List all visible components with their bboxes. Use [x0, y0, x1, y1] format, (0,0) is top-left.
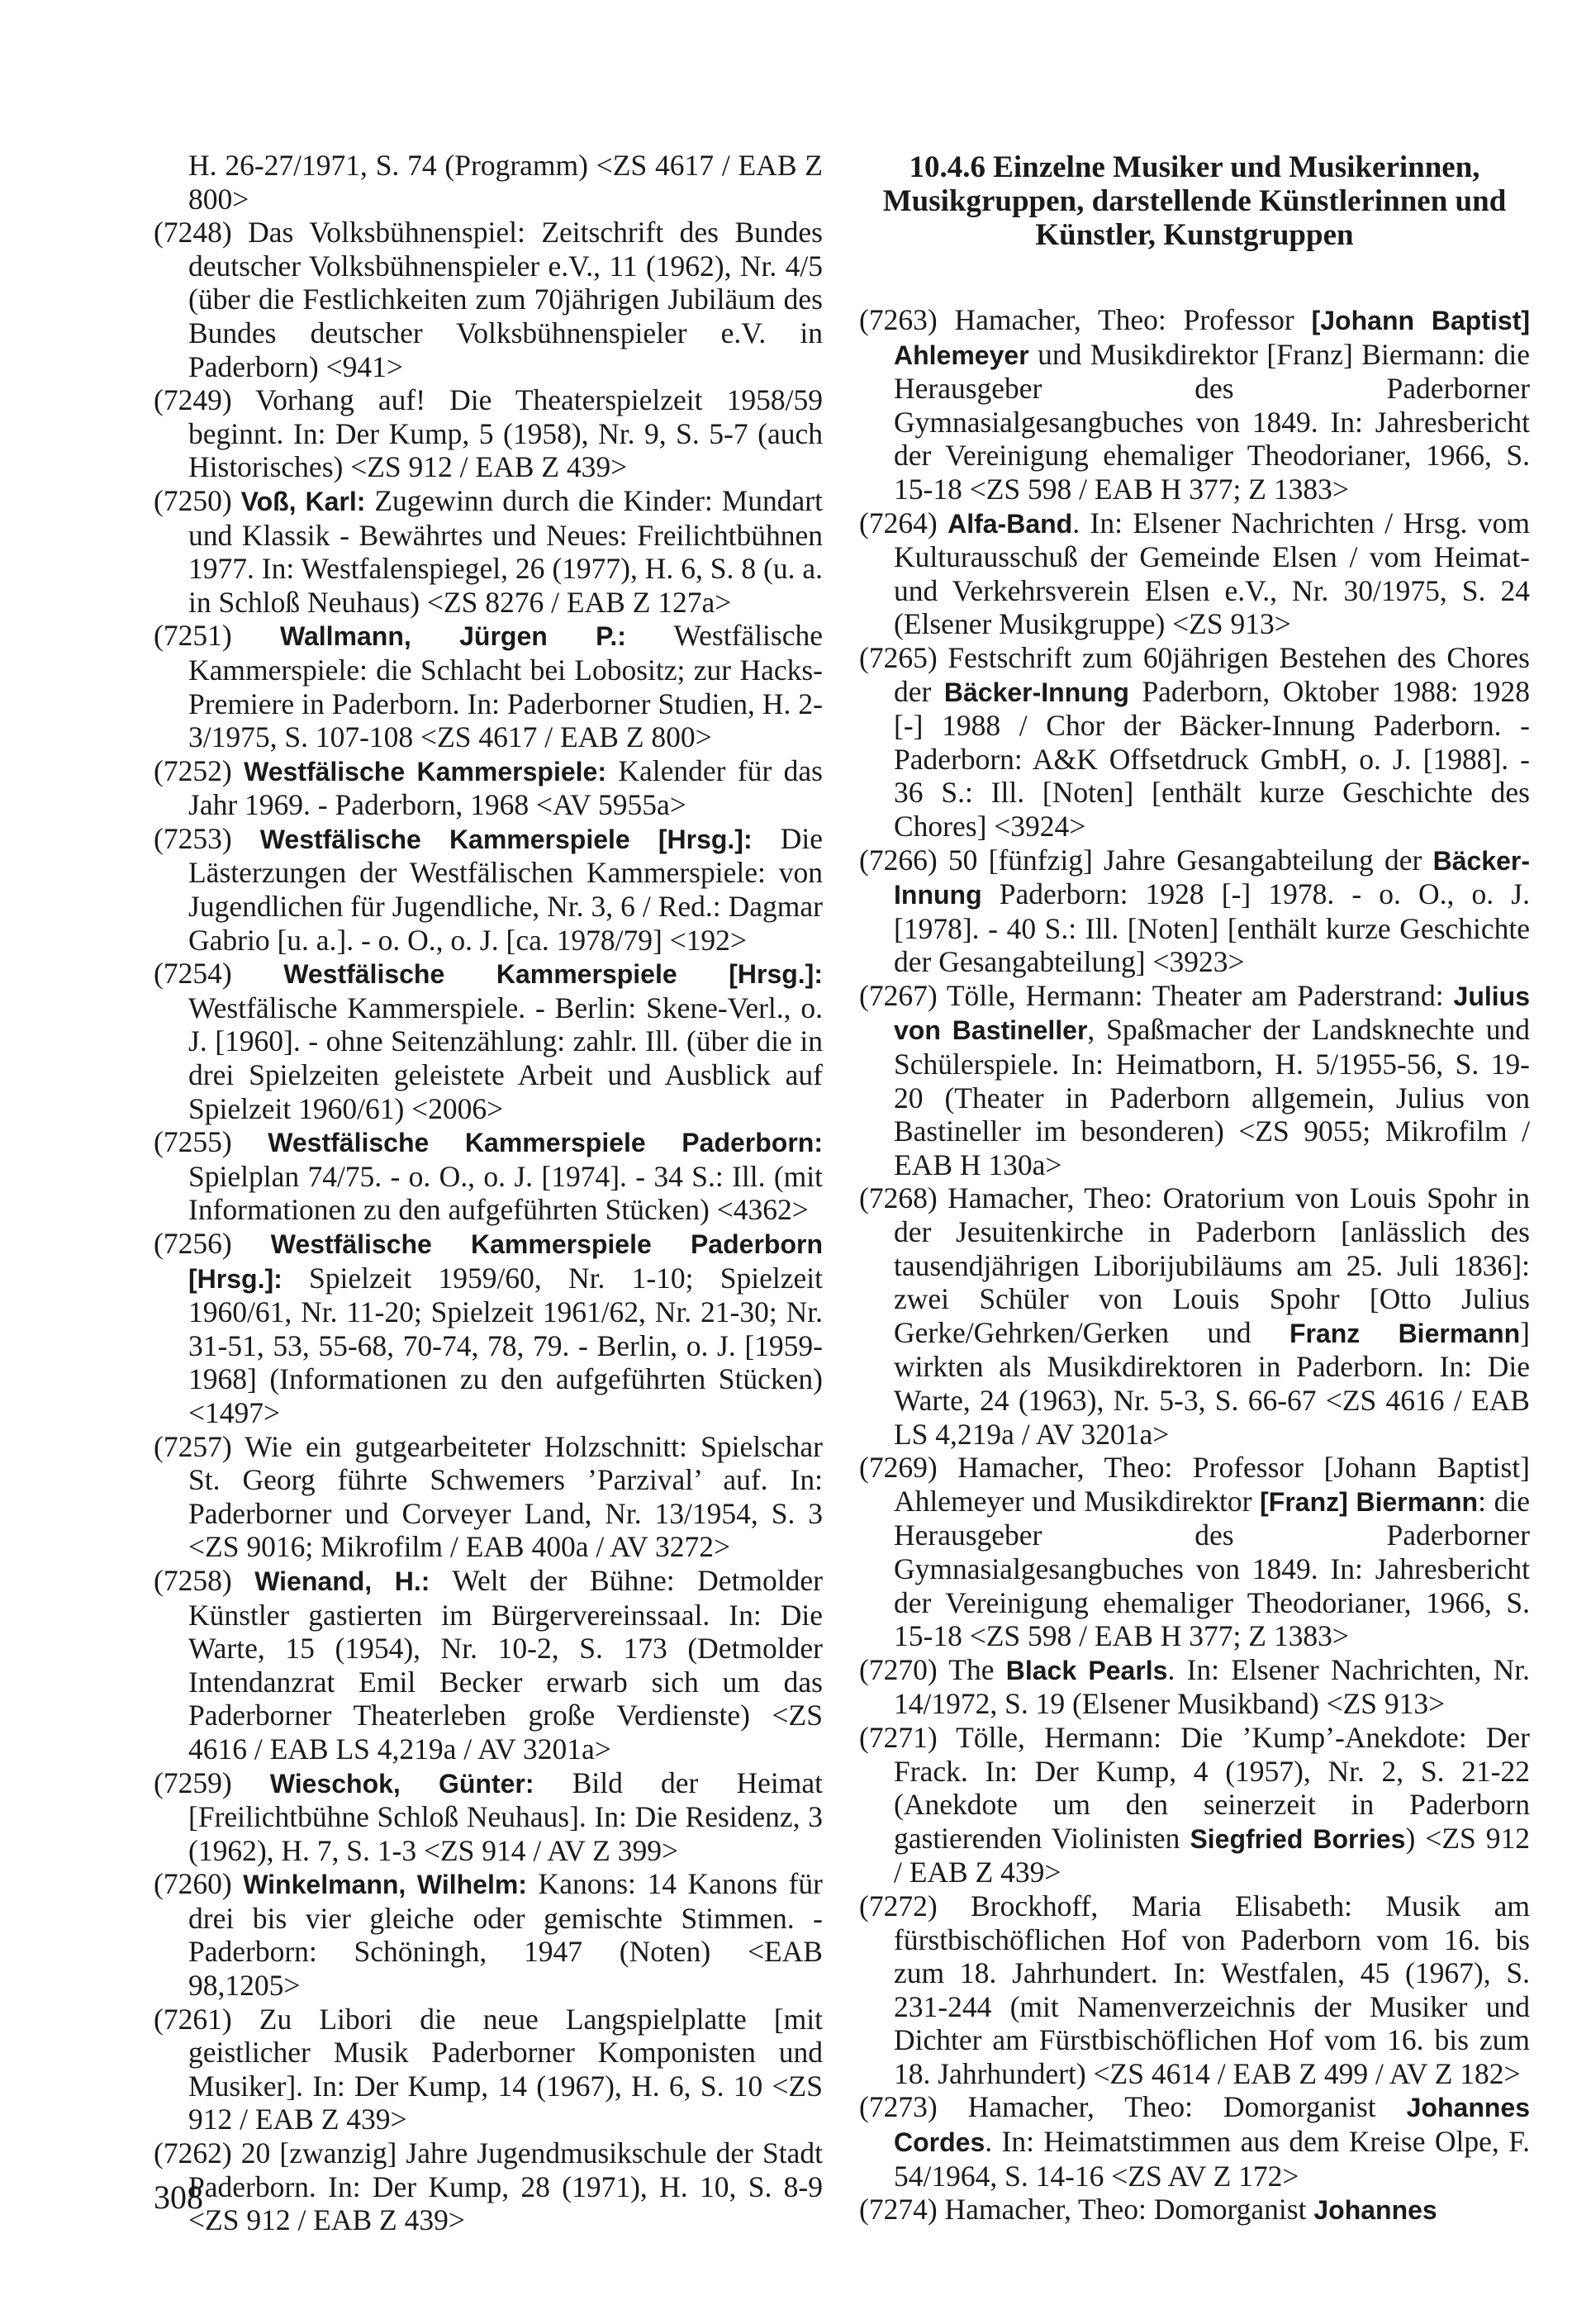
entry-text: (7269) Hamacher, Theo: Professor [Johann Baptist] Ahlemeyer und Musikdirektor [859, 1451, 1530, 1518]
entry-keyword: Voß, Karl: [240, 486, 366, 516]
entry-keyword: Wieschok, Günter: [269, 1768, 534, 1799]
entry-text: Kanons: 14 Kanons für drei bis vier gleiche oder gemischte Stimmen. - Paderborn: Schöningh, 1947 (Noten) <EAB 98,1205> [188, 1867, 823, 2003]
entry-text: Welt der Bühne: Detmolder Künstler gastierten im Bürgervereinssaal. In: Die Warte, 15 (1954), Nr. 10-2, S. 173 (Detmolder Intendanzrat Emil Becker erwarb sich um das Paderborner Theaterleben große Verdienste) <ZS 4616 / EAB LS 4,219a / AV 3201a> [188, 1563, 823, 1766]
section-heading: 10.4.6 Einzelne Musiker und Musikerinnen, Musikgruppen, darstellende Künstlerinnen und Künstler, Kunstgruppen [882, 150, 1507, 252]
entry-text: H. 26-27/1971, S. 74 (Programm) <ZS 4617 / EAB Z 800> [188, 149, 823, 216]
entry-text: (7264) [859, 506, 948, 539]
bibliography-entry [859, 979, 1530, 1182]
entry-keyword: Johannes [1313, 2195, 1437, 2226]
entry-text: (7262) 20 [zwanzig] Jahre Jugendmusikschule der Stadt Paderborn. In: Der Kump, 28 (1971), H. 10, S. 8-9 <ZS 912 / EAB Z 439> [154, 2136, 823, 2237]
bibliography-entry [859, 1181, 1530, 1451]
entry-text: (7268) Hamacher, Theo: Oratorium von Louis Spohr in der Jesuitenkirche in Paderborn [anlässlich des tausendjährigen Liborijubiläums am 25. Juli 1836]: zwei Schüler von Louis Spohr [Otto Julius Gerke/Gehrken/Gerken und [859, 1181, 1530, 1349]
bibliography-entry [859, 1451, 1530, 1653]
entry-text: und Musikdirektor [Franz] Biermann: die Herausgeber des Paderborner Gymnasialgesangbuches von 1849. In: Jahresbericht der Vereinigung ehemaliger Theodorianer, 1966, S. 15-18 <ZS 598 / EAB H 377; Z 1383> [894, 337, 1530, 506]
entry-keyword: Julius von Bastineller [894, 981, 1530, 1046]
entry-keyword: Westfälische Kammerspiele [Hrsg.]: [259, 824, 753, 854]
entry-keyword: Alfa-Band [947, 508, 1073, 539]
entry-text: (7252) [154, 753, 245, 787]
entry-text: Westfälische Kammerspiele: die Schlacht bei Lobositz; zur Hacks-Premiere in Paderborn. In: Paderborner Studien, H. 2-3/1975, S. 107-108 <ZS 4617 / EAB Z 800> [188, 619, 823, 754]
entry-text: (7258) [154, 1563, 255, 1597]
bibliography-entry [859, 506, 1530, 641]
bibliography-entry [154, 1867, 823, 2002]
bibliography-entry [154, 619, 823, 753]
entry-text: (7249) Vorhang auf! Die Theaterspielzeit 1958/59 beginnt. In: Der Kump, 5 (1958), Nr. 9, S. 5-7 (auch Historisches) <ZS 912 / EAB Z 439> [154, 383, 823, 484]
entry-text: . In: Heimatstimmen aus dem Kreise Olpe, F. 54/1964, S. 14-16 <ZS AV Z 172> [894, 2125, 1530, 2193]
entry-text: Paderborn: 1928 [-] 1978. - o. O., o. J. [1978]. - 40 S.: Ill. [Noten] [enthält kurze Geschichte der Gesangabteilung] <3923> [894, 877, 1530, 979]
bibliography-entry [859, 641, 1530, 844]
bibliography-entry [154, 957, 823, 1125]
entry-text: Spielzeit 1959/60, Nr. 1-10; Spielzeit 1960/61, Nr. 11-20; Spielzeit 1961/62, Nr. 21-30; Nr. 31-51, 53, 55-68, 70-74, 78, 79. - Berlin, o. J. [1959-1968] (Informationen zu den aufgeführten Stücken) <1497> [188, 1261, 823, 1429]
entry-text: (7272) Brockhoff, Maria Elisabeth: Musik am fürstbischöflichen Hof von Paderborn vom 16. bis zum 18. Jahrhundert. In: Westfalen, 45 (1967), S. 231-244 (mit Namenverzeichnis der Musiker und Dichter am Fürstbischöflichen Hof vom 16. bis zum 18. Jahrhundert) <ZS 4614 / EAB Z 499 / AV Z 182> [859, 1889, 1530, 2090]
bibliography-entry [154, 216, 823, 383]
bibliography-entry [859, 2090, 1530, 2193]
bibliography-entry [154, 1564, 823, 1766]
right-column [859, 150, 1530, 2227]
entry-text: Zugewinn durch die Kinder: Mundart und Klassik - Bewährtes und Neues: Freilichtbühnen 1977. In: Westfalenspiegel, 26 (1977), H. 6, S. 8 (u. a. in Schloß Neuhaus) <ZS 8276 / EAB Z 127a> [188, 483, 823, 619]
entry-keyword: Wienand, H.: [254, 1566, 430, 1596]
entry-text: . In: Elsener Nachrichten, Nr. 14/1972, S. 19 (Elsener Musikband) <ZS 913> [894, 1652, 1530, 1721]
entry-text: (7250) [154, 483, 241, 517]
entry-text: : die Herausgeber des Paderborner Gymnasialgesangbuches von 1849. In: Jahresbericht der Vereinigung ehemaliger Theodorianer, 1966, S. 15-18 <ZS 598 / EAB H 377; Z 1383> [894, 1484, 1531, 1653]
entry-text: (7267) Tölle, Hermann: Theater am Paderstrand: [859, 978, 1454, 1012]
entry-continuation [154, 149, 823, 216]
entry-text: (7271) Tölle, Hermann: Die ’Kump’-Anekdote: Der Frack. In: Der Kump, 4 (1957), Nr. 2, S. 21-22 (Anekdote um den seinerzeit in Paderborn gastierenden Violinisten [859, 1720, 1530, 1855]
entry-keyword: Winkelmann, Wilhelm: [243, 1870, 527, 1900]
entry-text: Bild der Heimat [Freilichtbühne Schloß Neuhaus]. In: Die Residenz, 3 (1962), H. 7, S. 1-3 <ZS 914 / AV Z 399> [188, 1766, 823, 1867]
bibliography-entry [154, 484, 823, 619]
bibliography-entry [154, 2136, 823, 2237]
bibliography-entry [154, 822, 823, 957]
entry-text: Spielplan 74/75. - o. O., o. J. [1974]. - 34 S.: Ill. (mit Informationen zu den aufgeführten Stücken) <4362> [188, 1159, 823, 1227]
entry-keyword: Bäcker-Innung [943, 677, 1129, 707]
entry-text: . In: Elsener Nachrichten / Hrsg. vom Kulturausschuß der Gemeinde Elsen / vom Heimat- und Verkehrsverein Elsen e.V., Nr. 30/1975, S. 24 (Elsener Musikgruppe) <ZS 913> [894, 506, 1530, 641]
entry-text: (7259) [154, 1766, 270, 1799]
bibliography-entry [154, 1430, 823, 1564]
entry-keyword: Bäcker-Innung [894, 845, 1530, 910]
entry-text: ) <ZS 912 / EAB Z 439> [894, 1821, 1531, 1889]
page-number: 308 [154, 2179, 203, 2216]
bibliography-entry [154, 754, 823, 822]
entry-text: (7261) Zu Libori die neue Langspielplatte [mit geistlicher Musik Paderborner Komponisten und Musiker]. In: Der Kump, 14 (1967), H. 6, S. 10 <ZS 912 / EAB Z 439> [154, 2002, 823, 2136]
bibliography-entry [154, 1125, 823, 1227]
bibliography-entry [154, 2003, 823, 2136]
entry-keyword: Black Pearls [1005, 1655, 1168, 1685]
entry-text: (7263) Hamacher, Theo: Professor [859, 303, 1312, 336]
entry-text: (7265) Festschrift zum 60jährigen Bestehen des Chores der [859, 640, 1530, 708]
entry-keyword: Wallmann, Jürgen P.: [279, 621, 626, 652]
entry-text: (7274) Hamacher, Theo: Domorganist [859, 2193, 1314, 2227]
entry-keyword: Westfälische Kammerspiele Paderborn: [268, 1128, 823, 1158]
bibliography-entry [859, 844, 1530, 979]
bibliography-entry [154, 1227, 823, 1430]
entry-text: Westfälische Kammerspiele. - Berlin: Skene-Verl., o. J. [1960]. - ohne Seitenzählung: zahlr. Ill. (über die in drei Spielzeiten geleistete Arbeit und Ausblick auf Spielzeit 1960/61) <2006> [188, 991, 823, 1125]
entry-text: Paderborn, Oktober 1988: 1928 [-] 1988 / Chor der Bäcker-Innung Paderborn. - Paderborn: A&K Offsetdruck GmbH, o. J. [1988]. - 36 S.: Ill. [Noten] [enthält kurze Geschichte des Chores] <3924> [894, 674, 1530, 843]
bibliography-entry [859, 1889, 1530, 2091]
entry-keyword: [Johann Baptist] Ahlemeyer [894, 306, 1530, 370]
bibliography-entry [154, 383, 823, 484]
entry-text: (7260) [154, 1867, 244, 1901]
entry-text: (7251) [154, 619, 280, 653]
entry-keyword: Westfälische Kammerspiele: [244, 756, 606, 787]
entry-text: (7253) [154, 821, 260, 855]
bibliography-entry [859, 1653, 1530, 1721]
entry-text: (7270) The [859, 1652, 1006, 1686]
entry-text: (7256) [154, 1227, 271, 1260]
entry-keyword: [Franz] Biermann [1260, 1486, 1479, 1517]
entry-text: , Spaßmacher der Landsknechte und Schülerspiele. In: Heimatborn, H. 5/1955-56, S. 19-20 (Theater in Paderborn allgemein, Julius von Bastineller im besonderen) <ZS 9055; Mikrofilm / EAB H 130a> [894, 1013, 1530, 1181]
entry-text: (7257) Wie ein gutgearbeiteter Holzschnitt: Spielschar St. Georg führte Schwemers ’Parzival’ auf. In: Paderborner und Corveyer Land, Nr. 13/1954, S. 3 <ZS 9016; Mikrofilm / EAB 400a / AV 3272> [154, 1429, 823, 1564]
entry-text: (7248) Das Volksbühnenspiel: Zeitschrift des Bundes deutscher Volksbühnenspieler e.V., 11 (1962), Nr. 4/5 (über die Festlichkeiten zum 70jährigen Jubiläum des Bundes deutscher Volksbühnenspieler e.V. in Paderborn) <941> [154, 216, 823, 383]
bibliography-entry [859, 2193, 1530, 2227]
entry-keyword: Westfälische Kammerspiele [Hrsg.]: [283, 959, 823, 990]
entry-text: (7254) [154, 957, 284, 991]
entry-text: Kalender für das Jahr 1969. - Paderborn, 1968 <AV 5955a> [188, 753, 823, 822]
entry-text: Die Lästerzungen der Westfälischen Kammerspiele: von Jugendlichen für Jugendliche, Nr. 3, 6 / Red.: Dagmar Gabrio [u. a.]. - o. O., o. J. [ca. 1978/79] <192> [188, 821, 823, 957]
right-entries [859, 303, 1530, 2227]
entry-keyword: Johannes Cordes [894, 2093, 1530, 2158]
bibliography-entry [859, 1721, 1530, 1889]
bibliography-entry [154, 1766, 823, 1868]
entry-keyword: Siegfried Borries [1190, 1823, 1406, 1854]
entry-text: ] wirkten als Musikdirektoren in Paderborn. In: Die Warte, 24 (1963), Nr. 5-3, S. 66-67 <ZS 4616 / EAB LS 4,219a / AV 3201a> [894, 1315, 1530, 1451]
entry-text: (7266) 50 [fünfzig] Jahre Gesangabteilung der [859, 843, 1433, 877]
entry-text: (7273) Hamacher, Theo: Domorganist [859, 2090, 1407, 2124]
entry-text: (7255) [154, 1125, 268, 1159]
entry-keyword: Franz Biermann [1289, 1318, 1521, 1348]
entry-keyword: Westfälische Kammerspiele Paderborn [Hrsg.]: [188, 1229, 823, 1294]
left-column [154, 149, 823, 2237]
bibliography-entry [859, 303, 1530, 506]
